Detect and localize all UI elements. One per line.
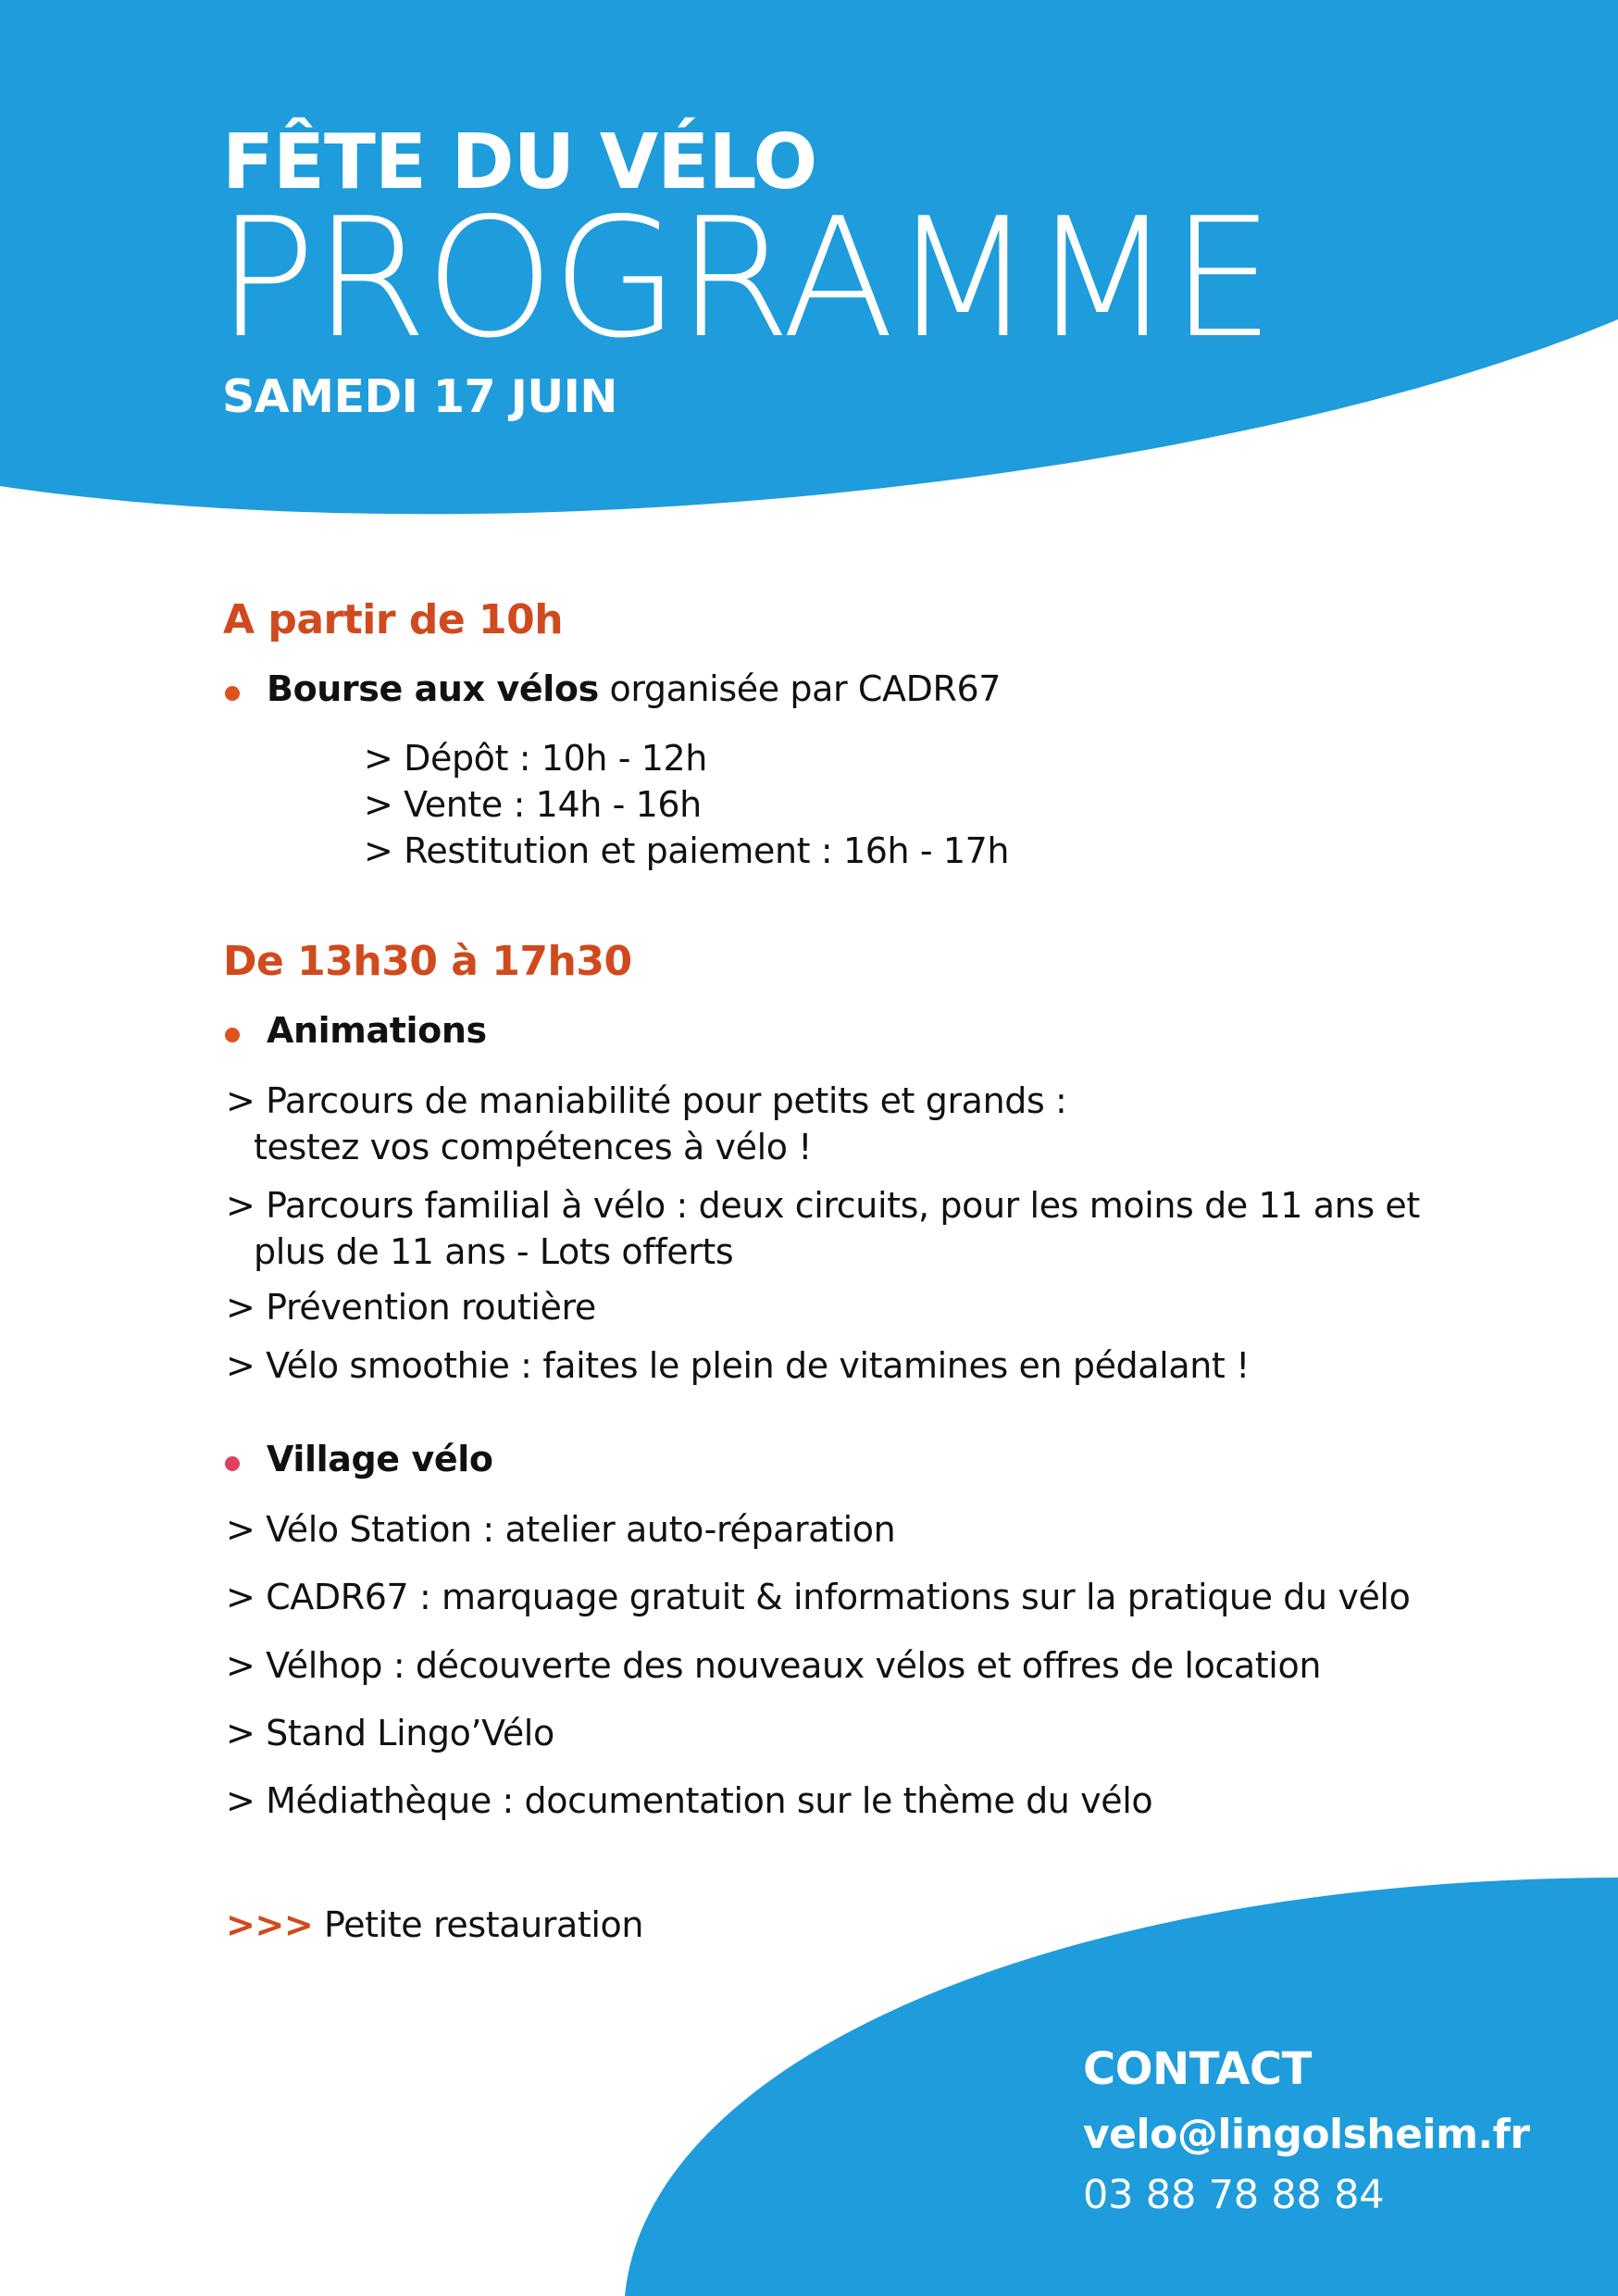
animation-item-continued: plus de 11 ans - Lots offerts	[254, 1231, 734, 1272]
event-title: FÊTE DU VÉLO	[222, 119, 817, 206]
bullet-icon	[225, 1028, 240, 1042]
bullet-icon	[225, 1456, 240, 1471]
food-line	[226, 1904, 643, 1945]
contact-email[interactable]: velo@lingolsheim.fr	[1083, 2111, 1530, 2158]
bourse-restitution: > Restitution et paiement : 16h - 17h	[364, 830, 1010, 871]
animation-item: > Parcours familial à vélo : deux circuits, pour les moins de 11 ans et	[226, 1185, 1420, 1226]
animation-item: > Vélo smoothie : faites le plein de vitamines en pédalant !	[226, 1345, 1250, 1386]
food-text: Petite restauration	[313, 1904, 644, 1945]
village-title: Village vélo	[267, 1439, 493, 1479]
animation-item: > Parcours de maniabilité pour petits et grands :	[226, 1080, 1067, 1121]
village-item: > Vélo Station : atelier auto-réparation	[226, 1509, 896, 1550]
animation-item: > Prévention routière	[226, 1287, 596, 1328]
bourse-item	[267, 668, 1001, 709]
section-heading-afternoon: De 13h30 à 17h30	[223, 938, 632, 985]
section-heading-morning: A partir de 10h	[223, 596, 564, 643]
village-item: > Stand Lingo’Vélo	[226, 1713, 554, 1753]
contact-label: CONTACT	[1083, 2043, 1312, 2095]
bourse-organizer: organisée par CADR67	[598, 668, 1002, 709]
event-date: SAMEDI 17 JUIN	[222, 370, 617, 423]
bourse-depot: > Dépôt : 10h - 12h	[364, 738, 707, 779]
bullet-icon	[225, 686, 240, 701]
programme-title: PROGRAMME	[217, 182, 1272, 374]
animation-item-continued: testez vos compétences à vélo !	[254, 1127, 813, 1167]
contact-phone: 03 88 78 88 84	[1083, 2172, 1385, 2218]
animations-title: Animations	[267, 1010, 487, 1051]
village-item: > Médiathèque : documentation sur le thème du vélo	[226, 1780, 1153, 1821]
village-item: > Vélhop : découverte des nouveaux vélos et offres de location	[226, 1645, 1321, 1686]
village-item: > CADR67 : marquage gratuit & informations sur la pratique du vélo	[226, 1577, 1411, 1617]
bourse-title: Bourse aux vélos	[267, 668, 599, 709]
arrows-icon: >>>	[226, 1904, 314, 1945]
bourse-vente: > Vente : 14h - 16h	[364, 784, 702, 825]
